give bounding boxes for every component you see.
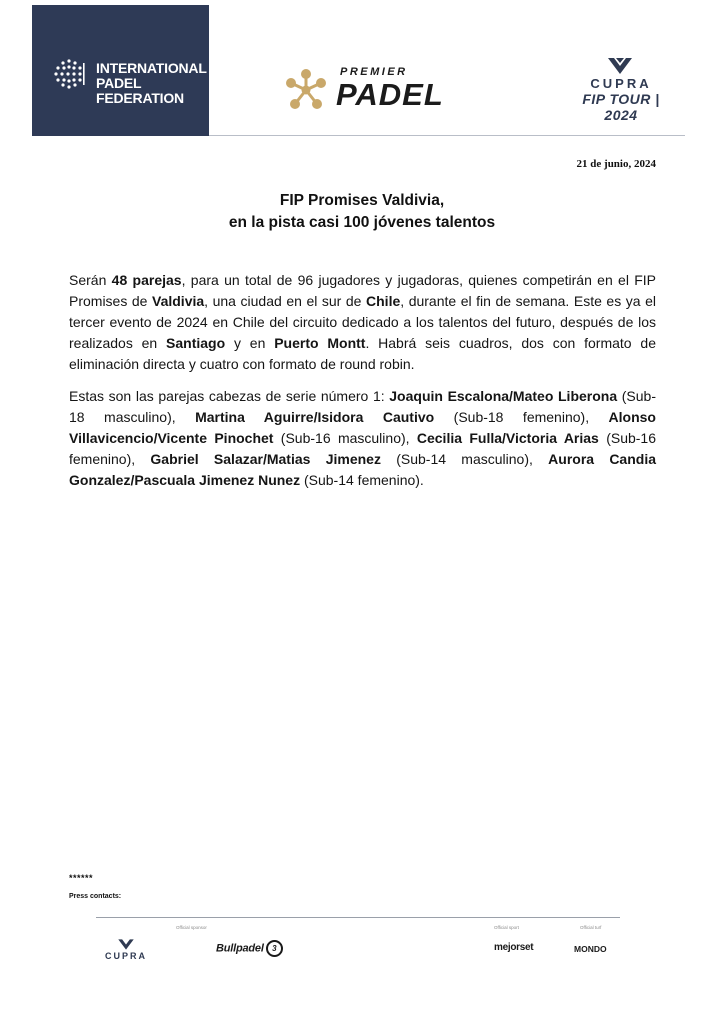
premier-padel-logo [282, 64, 482, 116]
paragraph2-segment: (Sub-18 masculino), [69, 388, 656, 425]
paragraph2-segment: (Sub-18 femenino), [434, 409, 609, 425]
paragraph2-segment: Alonso Villavicencio/Vicente Pinochet [69, 409, 656, 446]
paragraph1-segment: Valdivia [152, 293, 205, 309]
headline-line-2: en la pista casi 100 jóvenes talentos [228, 214, 496, 231]
footer-cupra-logo [94, 938, 158, 968]
cupra-wordmark: CUPRA [590, 76, 652, 91]
cupra-mark-icon [117, 938, 135, 951]
paragraph1-segment: 48 parejas [111, 272, 182, 288]
cupra-mark-icon [606, 56, 634, 76]
paragraph1-segment: Serán [69, 272, 112, 288]
cupra-fip-tour-logo [566, 56, 676, 123]
paragraph1-segment: , durante el fin de semana. Este es ya el tercer evento de 2024 en Chile del circuito dedicado a los talentos del futuro, después de los realizados en [69, 293, 656, 351]
paragraph1-segment: , para un total de 96 jugadores y jugadoras, quienes competirán en el FIP Promises de [69, 272, 657, 309]
paragraph1-segment: . Habrá seis cuadros, dos con formato de eliminación directa y cuatro con formato de round robin. [69, 335, 656, 372]
paragraph2-segment: (Sub-16 masculino), [273, 430, 417, 446]
fip-logo-text: INTERNATIONAL PADEL FEDERATION [96, 60, 207, 106]
paragraph1-segment: Chile [366, 293, 401, 309]
padel-ball-icon [52, 57, 86, 91]
body-paragraph-1 [69, 270, 656, 375]
paragraph1-segment: , una ciudad en el sur de [204, 293, 367, 309]
bullpadel-logo [216, 940, 283, 957]
paragraph2-segment: Cecilia Fulla/Victoria Arias [416, 430, 599, 446]
sponsor-caption-cupra: Official sponsor [176, 925, 207, 930]
bullpadel-wordmark: Bullpadel [216, 942, 264, 955]
mejorset-logo: mejorset [494, 942, 534, 953]
paragraph1-segment: Santiago [166, 335, 226, 351]
separator: ****** [69, 873, 94, 883]
paragraph1-segment: y en [225, 335, 275, 351]
body-paragraph-2 [69, 386, 656, 491]
paragraph2-segment: Joaquin Escalona/Mateo Liberona [389, 388, 618, 404]
press-contacts-label: Press contacts: [69, 893, 122, 900]
paragraph2-segment: Estas son las parejas cabezas de serie número 1: [69, 388, 390, 404]
headline-line-1: FIP Promises Valdivia, [279, 192, 445, 209]
bullpadel-mark: 3 [266, 940, 283, 957]
footer-divider [96, 917, 620, 918]
premier-padel-mark-icon [282, 68, 330, 112]
footer-cupra-wordmark: CUPRA [104, 951, 147, 961]
fip-tour-label: FIP TOUR | 2024 [582, 91, 660, 123]
paragraph2-segment: (Sub-16 femenino), [69, 430, 657, 467]
sponsor-caption-mondo: Official turf [580, 925, 602, 930]
sponsor-caption-mejorset: Official sport [494, 925, 519, 930]
padel-label: PADEL [336, 77, 444, 112]
fip-logo [32, 5, 209, 136]
paragraph2-segment: (Sub-14 femenino). [300, 472, 424, 488]
paragraph2-segment: Gabriel Salazar/Matias Jimenez [150, 451, 381, 467]
paragraph2-segment: (Sub-14 masculino), [380, 451, 549, 467]
premier-label: PREMIER [340, 66, 408, 78]
header-divider [209, 135, 685, 136]
paragraph2-segment: Martina Aguirre/Isidora Cautivo [195, 409, 435, 425]
paragraph2-segment: Aurora Candia Gonzalez/Pascuala Jimenez Nunez [69, 451, 656, 488]
release-date: 21 de junio, 2024 [576, 158, 656, 170]
paragraph1-segment: Puerto Montt [274, 335, 366, 351]
mondo-logo: MONDO [574, 944, 607, 954]
